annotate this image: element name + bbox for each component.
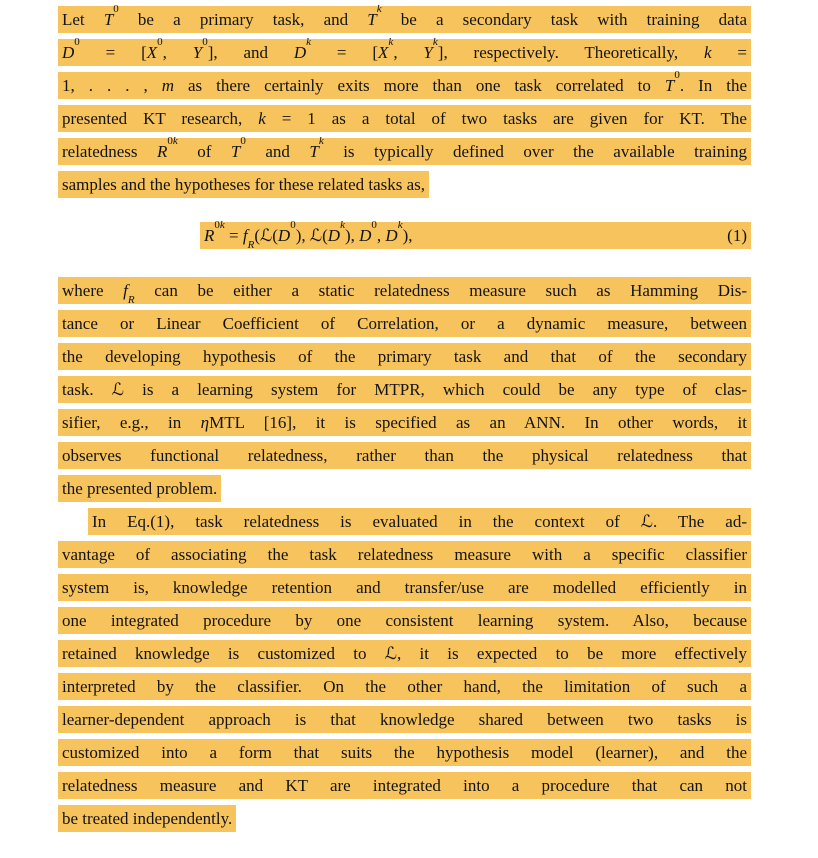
text-line <box>58 442 751 475</box>
highlighted-line: tance or Linear Coefficient of Correlation, or a dynamic measure, between <box>58 310 751 337</box>
paragraph-2 <box>58 277 751 508</box>
paragraph-3 <box>58 508 751 838</box>
text-line <box>58 277 751 310</box>
text-line <box>58 310 751 343</box>
highlighted-line: learner-dependent approach is that knowledge shared between two tasks is <box>58 706 751 733</box>
text-line <box>58 541 751 574</box>
text-line <box>58 135 751 171</box>
highlighted-line: vantage of associating the task relatedness measure with a specific classifier <box>58 541 751 568</box>
highlighted-line: the presented problem. <box>58 475 221 502</box>
paragraph-1 <box>58 3 751 204</box>
text-line <box>58 69 751 105</box>
equation: $R^{0k}$ = $f_R(ℒ(D^0)$, $ℒ(D^k)$, $D^0$, $D^k$), <box>204 219 413 252</box>
text-line <box>58 475 751 508</box>
text-line <box>58 105 751 138</box>
highlighted-line: Let $T^0$ be a primary task, and $T^k$ be a secondary task with training data <box>58 6 751 33</box>
highlighted-line: customized into a form that suits the hypothesis model (learner), and the <box>58 739 751 766</box>
text-line <box>58 343 751 376</box>
highlighted-line: observes functional relatedness, rather than the physical relatedness that <box>58 442 751 469</box>
highlighted-line: retained knowledge is customized to ℒ, it is expected to be more effectively <box>58 640 751 667</box>
equation-number: (1) <box>727 226 747 245</box>
highlighted-line: relatedness $R^{0k}$ of $T^0$ and $T^k$ is typically defined over the available training <box>58 138 751 165</box>
highlighted-line: sifier, e.g., in ηMTL [16], it is specified as an ANN. In other words, it <box>58 409 751 436</box>
text-line <box>58 409 751 442</box>
highlighted-line: task. ℒ is a learning system for MTPR, which could be any type of clas- <box>58 376 751 403</box>
text-line <box>58 3 751 39</box>
highlighted-line: $D^0 = [X^0$, $Y^0$], and $D^k = [X^k$, $Y^k$], respectively. Theoretically, k = <box>58 39 751 66</box>
text-line <box>58 640 751 673</box>
highlighted-line: where $f_R$ can be either a static relatedness measure such as Hamming Dis- <box>58 277 751 304</box>
text-line <box>58 739 751 772</box>
equation-line <box>58 219 751 255</box>
highlighted-line: be treated independently. <box>58 805 236 832</box>
text-line <box>58 171 751 204</box>
highlighted-line: samples and the hypotheses for these related tasks as, <box>58 171 429 198</box>
text-line <box>58 607 751 640</box>
text-line <box>58 376 751 409</box>
text-line <box>58 673 751 706</box>
text-column <box>58 3 751 838</box>
highlighted-line: interpreted by the classifier. On the other hand, the limitation of such a <box>58 673 751 700</box>
text-line <box>58 805 751 838</box>
highlighted-line: the developing hypothesis of the primary task and that of the secondary <box>58 343 751 370</box>
text-line <box>58 36 751 72</box>
text-line <box>58 508 751 541</box>
highlighted-line: 1, . . . , m as there certainly exits more than one task correlated to $T^0$. In the <box>58 72 751 99</box>
highlighted-line <box>200 219 751 252</box>
highlighted-line: system is, knowledge retention and transfer/use are modelled efficiently in <box>58 574 751 601</box>
text-line <box>58 772 751 805</box>
text-line <box>58 706 751 739</box>
highlighted-line: In Eq.(1), task relatedness is evaluated in the context of ℒ. The ad- <box>88 508 751 535</box>
highlighted-line: presented KT research, k = 1 as a total of two tasks are given for KT. The <box>58 105 751 132</box>
highlighted-line: one integrated procedure by one consistent learning system. Also, because <box>58 607 751 634</box>
text-line <box>58 574 751 607</box>
highlighted-line: relatedness measure and KT are integrated into a procedure that can not <box>58 772 751 799</box>
